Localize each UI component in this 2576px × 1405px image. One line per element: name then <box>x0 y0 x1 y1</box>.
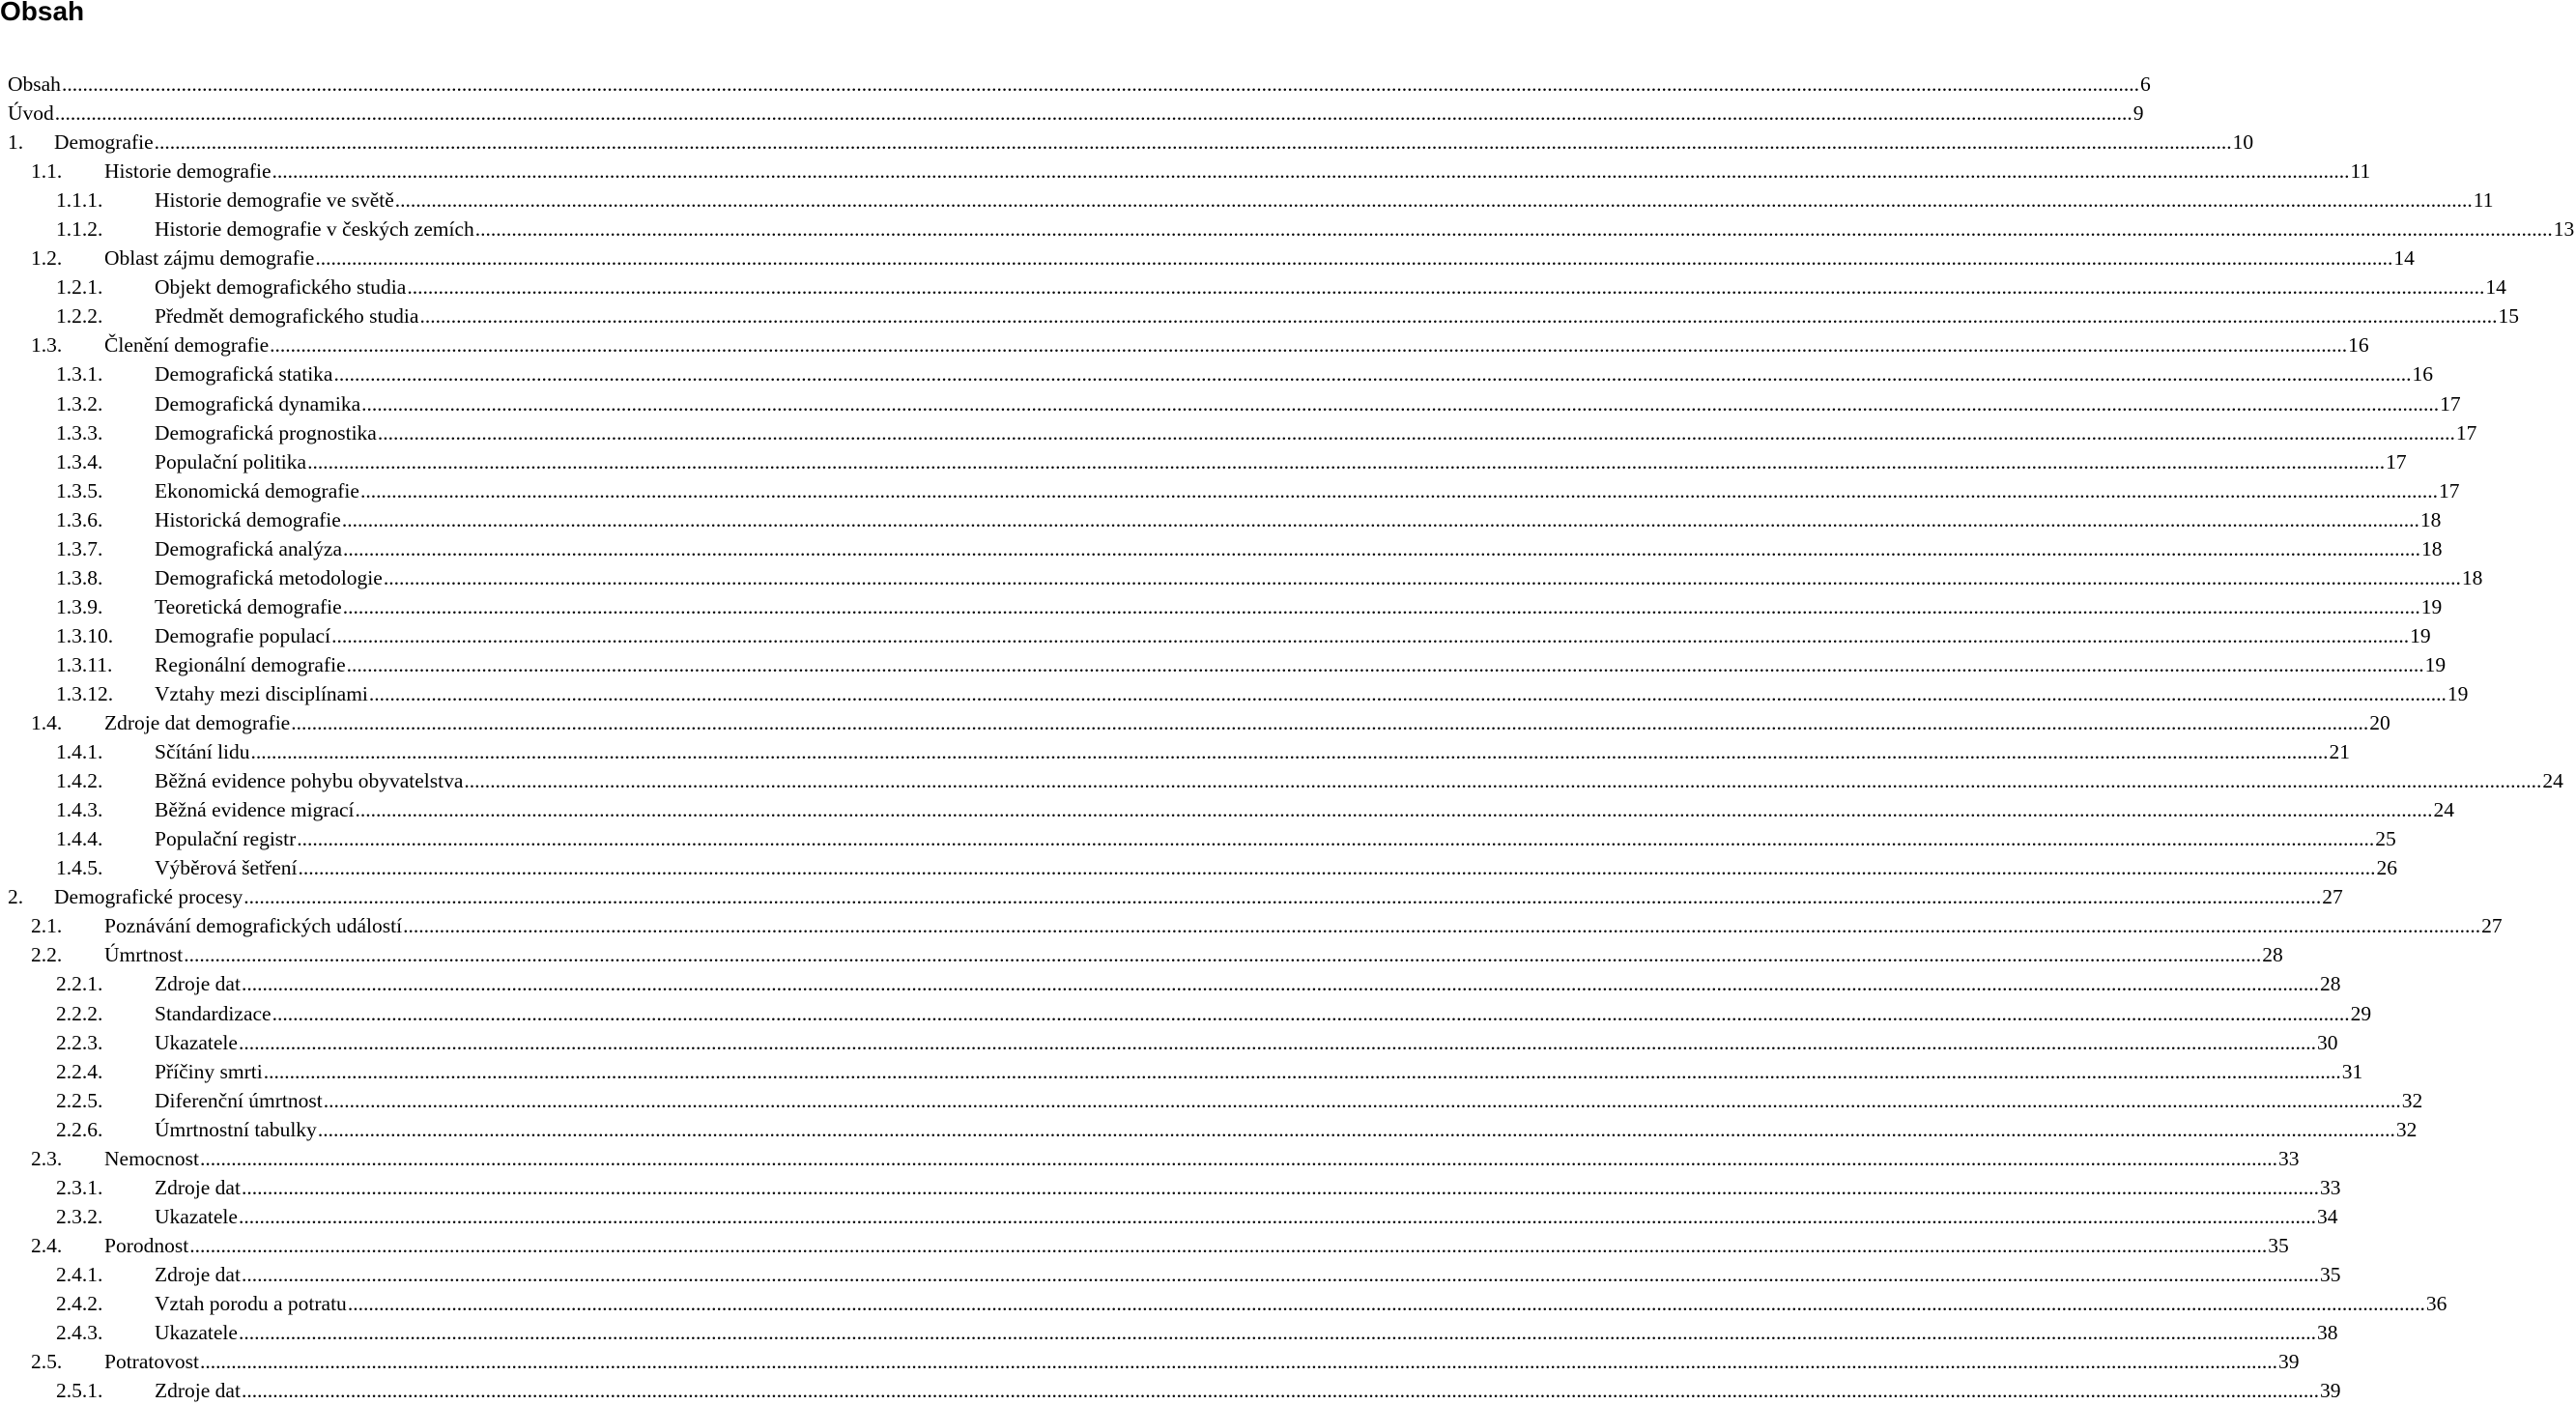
toc-entry-number: 1.1.1. <box>56 188 103 213</box>
toc-entry-page: 35 <box>2268 1233 2289 1257</box>
toc-entry-page: 34 <box>2316 1204 2338 1228</box>
toc-entry-page: 30 <box>2316 1030 2338 1054</box>
toc-entry-page: 17 <box>2440 391 2461 416</box>
toc-entry-title[interactable]: Demografická metodologie <box>155 563 383 592</box>
toc-entry[interactable] <box>0 940 2283 969</box>
toc-entry[interactable] <box>0 766 2563 795</box>
dot-leader: ................................................................................................................................................................................................................................................................................................................................................................................................................ <box>238 1321 2316 1345</box>
toc-entry-page: 28 <box>2319 972 2341 996</box>
dot-leader: ................................................................................................................................................................................................................................................................................................................................................................................................................ <box>238 1030 2316 1054</box>
table-of-contents <box>0 70 2575 1405</box>
toc-entry-title[interactable]: Populační politika <box>155 447 306 476</box>
dot-leader: ................................................................................................................................................................................................................................................................................................................................................................................................................ <box>61 72 2139 96</box>
toc-entry[interactable] <box>0 737 2351 766</box>
toc-entry-title[interactable]: Zdroje dat <box>155 1376 241 1405</box>
dot-leader: ................................................................................................................................................................................................................................................................................................................................................................................................................ <box>297 827 2375 851</box>
toc-entry-page: 16 <box>2412 362 2433 387</box>
toc-entry[interactable] <box>0 272 2506 301</box>
toc-entry-page: 19 <box>2420 594 2443 618</box>
toc-entry[interactable] <box>0 1202 2338 1231</box>
toc-entry-number: 1.1.2. <box>56 217 103 242</box>
toc-entry-title[interactable]: Příčiny smrti <box>155 1057 263 1086</box>
toc-entry-page: 32 <box>2401 1088 2423 1112</box>
toc-entry-number: 1.4. <box>31 711 63 735</box>
toc-entry-title[interactable]: Poznávání demografických událostí <box>104 911 402 940</box>
toc-entry-number: 1.2.2. <box>56 304 103 329</box>
toc-entry-page: 29 <box>2350 1001 2372 1025</box>
toc-entry-number: 2.2.6. <box>56 1117 103 1141</box>
toc-entry-title[interactable]: Vztah porodu a potratu <box>155 1289 347 1318</box>
toc-entry[interactable] <box>0 186 2494 215</box>
toc-entry-page: 6 <box>2139 72 2151 96</box>
dot-leader: ................................................................................................................................................................................................................................................................................................................................................................................................................ <box>403 914 2481 938</box>
toc-entry-number: 2.4.1. <box>56 1262 103 1286</box>
dot-leader: ................................................................................................................................................................................................................................................................................................................................................................................................................ <box>154 130 2232 155</box>
toc-entry-number: 1.4.1. <box>56 740 103 764</box>
toc-entry-number: 2.1. <box>31 914 63 938</box>
dot-leader: ................................................................................................................................................................................................................................................................................................................................................................................................................ <box>377 420 2455 444</box>
toc-entry-title[interactable]: Teoretická demografie <box>155 592 342 621</box>
dot-leader: ................................................................................................................................................................................................................................................................................................................................................................................................................ <box>241 1262 2319 1286</box>
toc-entry-number: 1.3. <box>31 333 63 358</box>
toc-entry-title[interactable]: Zdroje dat <box>155 969 241 998</box>
toc-entry[interactable] <box>0 911 2503 940</box>
toc-entry-number: 2.2.2. <box>56 1001 103 1025</box>
toc-entry-title[interactable]: Diferenční úmrtnost <box>155 1086 323 1115</box>
toc-entry-number: 1.3.3. <box>56 420 103 444</box>
toc-entry-title[interactable]: Výběrová šetření <box>155 853 297 882</box>
toc-entry-title[interactable]: Úmrtnostní tabulky <box>155 1115 317 1144</box>
toc-entry[interactable] <box>0 1231 2289 1260</box>
toc-entry-title[interactable]: Demografická dynamika <box>155 389 360 418</box>
toc-entry-page: 27 <box>2322 885 2343 909</box>
toc-entry-title[interactable]: Regionální demografie <box>155 650 346 679</box>
toc-entry-title[interactable]: Porodnost <box>104 1231 188 1260</box>
dot-leader: ................................................................................................................................................................................................................................................................................................................................................................................................................ <box>298 856 2376 880</box>
toc-entry[interactable] <box>0 99 2144 128</box>
dot-leader: ................................................................................................................................................................................................................................................................................................................................................................................................................ <box>199 1350 2277 1374</box>
dot-leader: ................................................................................................................................................................................................................................................................................................................................................................................................................ <box>241 972 2319 996</box>
toc-entry-page: 17 <box>2438 478 2460 502</box>
dot-leader: ................................................................................................................................................................................................................................................................................................................................................................................................................ <box>346 652 2424 676</box>
dot-leader: ................................................................................................................................................................................................................................................................................................................................................................................................................ <box>263 1059 2341 1083</box>
toc-entry-title[interactable]: Demografická prognostika <box>155 418 377 447</box>
toc-entry-page: 24 <box>2542 769 2563 793</box>
toc-entry-page: 18 <box>2419 507 2442 531</box>
toc-entry-title[interactable]: Historie demografie <box>104 157 272 186</box>
toc-entry-number: 2.4. <box>31 1233 63 1257</box>
dot-leader: ................................................................................................................................................................................................................................................................................................................................................................................................................ <box>474 217 2553 242</box>
toc-entry-title[interactable]: Standardizace <box>155 999 272 1028</box>
toc-heading: Obsah <box>0 0 85 26</box>
dot-leader: ................................................................................................................................................................................................................................................................................................................................................................................................................ <box>359 478 2438 502</box>
toc-entry-title[interactable]: Sčítání lidu <box>155 737 250 766</box>
toc-entry-page: 13 <box>2553 217 2575 242</box>
toc-entry[interactable] <box>0 679 2469 708</box>
toc-entry-number: 2.2. <box>31 943 63 967</box>
toc-entry-page: 36 <box>2425 1291 2447 1315</box>
toc-entry-page: 10 <box>2232 130 2254 155</box>
toc-entry-title[interactable]: Úvod <box>8 99 54 128</box>
toc-entry-page: 31 <box>2341 1059 2363 1083</box>
toc-entry-number: 1.4.5. <box>56 856 103 880</box>
toc-entry-page: 14 <box>2485 275 2506 300</box>
toc-entry-number: 1.4.4. <box>56 827 103 851</box>
toc-entry-page: 19 <box>2447 681 2469 705</box>
toc-entry-number: 1.3.4. <box>56 449 103 473</box>
toc-entry-page: 20 <box>2369 711 2390 735</box>
toc-entry-number: 1.3.12. <box>56 681 114 705</box>
toc-entry-number: 2.2.5. <box>56 1088 103 1112</box>
toc-entry[interactable] <box>0 1028 2338 1057</box>
toc-entry-page: 21 <box>2329 740 2351 764</box>
toc-entry-page: 38 <box>2316 1321 2338 1345</box>
toc-entry-number: 2.2.3. <box>56 1030 103 1054</box>
toc-entry-number: 2. <box>8 885 24 909</box>
dot-leader: ................................................................................................................................................................................................................................................................................................................................................................................................................ <box>331 623 2410 647</box>
toc-entry-page: 19 <box>2424 652 2447 676</box>
toc-entry[interactable] <box>0 1057 2363 1086</box>
toc-entry-number: 2.4.2. <box>56 1291 103 1315</box>
toc-entry-number: 2.5. <box>31 1350 63 1374</box>
toc-entry[interactable] <box>0 621 2431 650</box>
dot-leader: ................................................................................................................................................................................................................................................................................................................................................................................................................ <box>361 391 2440 416</box>
dot-leader: ................................................................................................................................................................................................................................................................................................................................................................................................................ <box>333 362 2412 387</box>
toc-entry[interactable] <box>0 708 2390 737</box>
toc-entry-number: 2.4.3. <box>56 1321 103 1345</box>
toc-entry-number: 2.2.4. <box>56 1059 103 1083</box>
dot-leader: ................................................................................................................................................................................................................................................................................................................................................................................................................ <box>341 507 2419 531</box>
toc-entry-number: 1.3.8. <box>56 565 103 589</box>
toc-entry-number: 2.2.1. <box>56 972 103 996</box>
toc-entry-title[interactable]: Ukazatele <box>155 1028 238 1057</box>
toc-entry[interactable] <box>0 1260 2341 1289</box>
toc-entry[interactable] <box>0 1144 2300 1173</box>
toc-entry-title[interactable]: Historie demografie ve světě <box>155 186 394 215</box>
toc-entry-number: 1.3.6. <box>56 507 103 531</box>
toc-entry-page: 35 <box>2319 1262 2341 1286</box>
dot-leader: ................................................................................................................................................................................................................................................................................................................................................................................................................ <box>368 681 2447 705</box>
toc-entry[interactable] <box>0 969 2341 998</box>
toc-entry-number: 1.2. <box>31 246 63 271</box>
toc-entry[interactable] <box>0 359 2433 388</box>
toc-entry[interactable] <box>0 1347 2300 1376</box>
toc-entry[interactable] <box>0 795 2455 824</box>
dot-leader: ................................................................................................................................................................................................................................................................................................................................................................................................................ <box>383 565 2461 589</box>
toc-entry-title[interactable]: Předmět demografického studia <box>155 301 418 330</box>
dot-leader: ................................................................................................................................................................................................................................................................................................................................................................................................................ <box>307 449 2386 473</box>
toc-entry-number: 1.2.1. <box>56 275 103 300</box>
toc-entry[interactable] <box>0 1173 2341 1202</box>
toc-entry-title[interactable]: Zdroje dat demografie <box>104 708 290 737</box>
toc-entry-number: 2.3.2. <box>56 1204 103 1228</box>
dot-leader: ................................................................................................................................................................................................................................................................................................................................................................................................................ <box>291 711 2369 735</box>
toc-entry[interactable] <box>0 1115 2418 1144</box>
toc-entry-title[interactable]: Oblast zájmu demografie <box>104 244 314 272</box>
toc-entry[interactable] <box>0 476 2460 505</box>
toc-entry-number: 1. <box>8 130 24 155</box>
toc-entry[interactable] <box>0 853 2397 882</box>
dot-leader: ................................................................................................................................................................................................................................................................................................................................................................................................................ <box>355 798 2433 822</box>
toc-entry[interactable] <box>0 215 2575 244</box>
toc-entry[interactable] <box>0 505 2442 534</box>
toc-entry-page: 32 <box>2395 1117 2418 1141</box>
dot-leader: ................................................................................................................................................................................................................................................................................................................................................................................................................ <box>250 740 2329 764</box>
toc-entry-number: 1.4.3. <box>56 798 103 822</box>
toc-entry-page: 15 <box>2498 304 2519 329</box>
toc-entry-number: 2.3.1. <box>56 1175 103 1199</box>
toc-entry-title[interactable]: Vztahy mezi disciplínami <box>155 679 368 708</box>
dot-leader: ................................................................................................................................................................................................................................................................................................................................................................................................................ <box>199 1146 2277 1170</box>
toc-entry-title[interactable]: Demografie <box>54 128 154 157</box>
toc-entry[interactable] <box>0 128 2254 157</box>
toc-entry[interactable] <box>0 1318 2338 1347</box>
dot-leader: ................................................................................................................................................................................................................................................................................................................................................................................................................ <box>189 1233 2268 1257</box>
toc-entry-page: 17 <box>2455 420 2477 444</box>
dot-leader: ................................................................................................................................................................................................................................................................................................................................................................................................................ <box>270 333 2348 358</box>
toc-entry[interactable] <box>0 1289 2447 1318</box>
toc-entry-page: 11 <box>2473 188 2494 213</box>
toc-entry[interactable] <box>0 534 2443 563</box>
dot-leader: ................................................................................................................................................................................................................................................................................................................................................................................................................ <box>317 1117 2395 1141</box>
toc-entry-page: 18 <box>2420 536 2443 560</box>
dot-leader: ................................................................................................................................................................................................................................................................................................................................................................................................................ <box>323 1088 2401 1112</box>
toc-entry-number: 1.4.2. <box>56 769 103 793</box>
toc-entry-page: 24 <box>2433 798 2455 822</box>
toc-entry-number: 2.3. <box>31 1146 63 1170</box>
toc-entry-title[interactable]: Potratovost <box>104 1347 199 1376</box>
toc-entry-title[interactable]: Úmrtnost <box>104 940 183 969</box>
dot-leader: ................................................................................................................................................................................................................................................................................................................................................................................................................ <box>342 536 2420 560</box>
toc-entry-page: 18 <box>2461 565 2483 589</box>
toc-entry-title[interactable]: Zdroje dat <box>155 1260 241 1289</box>
toc-entry-title[interactable]: Historie demografie v českých zemích <box>155 215 474 244</box>
toc-entry-title[interactable]: Běžná evidence migrací <box>155 795 355 824</box>
toc-entry-number: 1.3.7. <box>56 536 103 560</box>
toc-entry-title[interactable]: Objekt demografického studia <box>155 272 406 301</box>
toc-entry[interactable] <box>0 592 2443 621</box>
toc-entry-title[interactable]: Nemocnost <box>104 1144 199 1173</box>
toc-entry-number: 1.3.5. <box>56 478 103 502</box>
dot-leader: ................................................................................................................................................................................................................................................................................................................................................................................................................ <box>315 246 2393 271</box>
toc-entry[interactable] <box>0 882 2343 911</box>
toc-entry-number: 2.5.1. <box>56 1379 103 1403</box>
toc-entry[interactable] <box>0 1086 2423 1115</box>
dot-leader: ................................................................................................................................................................................................................................................................................................................................................................................................................ <box>394 188 2473 213</box>
toc-entry[interactable] <box>0 301 2519 330</box>
toc-entry-title[interactable]: Ukazatele <box>155 1318 238 1347</box>
dot-leader: ................................................................................................................................................................................................................................................................................................................................................................................................................ <box>238 1204 2316 1228</box>
dot-leader: ................................................................................................................................................................................................................................................................................................................................................................................................................ <box>272 159 2350 184</box>
toc-entry-page: 28 <box>2262 943 2283 967</box>
toc-entry-title[interactable]: Demografická analýza <box>155 534 342 563</box>
dot-leader: ................................................................................................................................................................................................................................................................................................................................................................................................................ <box>419 304 2498 329</box>
toc-entry-title[interactable]: Demografické procesy <box>54 882 243 911</box>
toc-entry-page: 14 <box>2393 246 2415 271</box>
toc-entry-number: 1.3.9. <box>56 594 103 618</box>
dot-leader: ................................................................................................................................................................................................................................................................................................................................................................................................................ <box>241 1379 2319 1403</box>
toc-entry-number: 1.3.10. <box>56 623 114 647</box>
dot-leader: ................................................................................................................................................................................................................................................................................................................................................................................................................ <box>272 1001 2350 1025</box>
toc-entry[interactable] <box>0 447 2407 476</box>
toc-entry[interactable] <box>0 244 2415 272</box>
toc-entry[interactable] <box>0 389 2461 418</box>
toc-entry-number: 1.3.2. <box>56 391 103 416</box>
toc-entry-page: 26 <box>2376 856 2397 880</box>
toc-entry-title[interactable]: Demografie populací <box>155 621 330 650</box>
toc-entry-title[interactable]: Běžná evidence pohybu obyvatelstva <box>155 766 463 795</box>
toc-entry-title[interactable]: Historická demografie <box>155 505 341 534</box>
toc-entry-page: 19 <box>2410 623 2431 647</box>
toc-entry-title[interactable]: Populační registr <box>155 824 296 853</box>
dot-leader: ................................................................................................................................................................................................................................................................................................................................................................................................................ <box>464 769 2542 793</box>
toc-entry-number: 1.3.1. <box>56 362 103 387</box>
dot-leader: ................................................................................................................................................................................................................................................................................................................................................................................................................ <box>54 101 2132 126</box>
toc-entry[interactable] <box>0 650 2447 679</box>
toc-entry-title[interactable]: Ekonomická demografie <box>155 476 359 505</box>
toc-entry-page: 33 <box>2277 1146 2300 1170</box>
toc-entry[interactable] <box>0 999 2372 1028</box>
toc-entry-page: 11 <box>2350 159 2371 184</box>
toc-entry[interactable] <box>0 330 2369 359</box>
toc-entry-number: 1.3.11. <box>56 652 113 676</box>
toc-entry-title[interactable]: Ukazatele <box>155 1202 238 1231</box>
dot-leader: ................................................................................................................................................................................................................................................................................................................................................................................................................ <box>342 594 2420 618</box>
dot-leader: ................................................................................................................................................................................................................................................................................................................................................................................................................ <box>407 275 2485 300</box>
toc-entry[interactable] <box>0 1376 2341 1405</box>
toc-entry-page: 9 <box>2132 101 2144 126</box>
dot-leader: ................................................................................................................................................................................................................................................................................................................................................................................................................ <box>184 943 2262 967</box>
toc-entry-page: 25 <box>2375 827 2396 851</box>
toc-entry[interactable] <box>0 157 2371 186</box>
toc-entry-title[interactable]: Demografická statika <box>155 359 332 388</box>
toc-entry-page: 33 <box>2319 1175 2341 1199</box>
toc-entry-page: 27 <box>2481 914 2503 938</box>
toc-entry[interactable] <box>0 418 2477 447</box>
toc-entry-page: 39 <box>2319 1379 2341 1403</box>
toc-entry[interactable] <box>0 563 2483 592</box>
dot-leader: ................................................................................................................................................................................................................................................................................................................................................................................................................ <box>241 1175 2319 1199</box>
toc-entry-title[interactable]: Zdroje dat <box>155 1173 241 1202</box>
dot-leader: ................................................................................................................................................................................................................................................................................................................................................................................................................ <box>347 1291 2425 1315</box>
toc-entry[interactable] <box>0 70 2151 99</box>
toc-entry-page: 16 <box>2348 333 2369 358</box>
toc-entry-number: 1.1. <box>31 159 63 184</box>
toc-entry[interactable] <box>0 824 2396 853</box>
toc-entry-title[interactable]: Obsah <box>8 70 61 99</box>
dot-leader: ................................................................................................................................................................................................................................................................................................................................................................................................................ <box>243 885 2322 909</box>
toc-entry-page: 39 <box>2277 1350 2300 1374</box>
toc-entry-title[interactable]: Členění demografie <box>104 330 269 359</box>
toc-entry-page: 17 <box>2386 449 2407 473</box>
